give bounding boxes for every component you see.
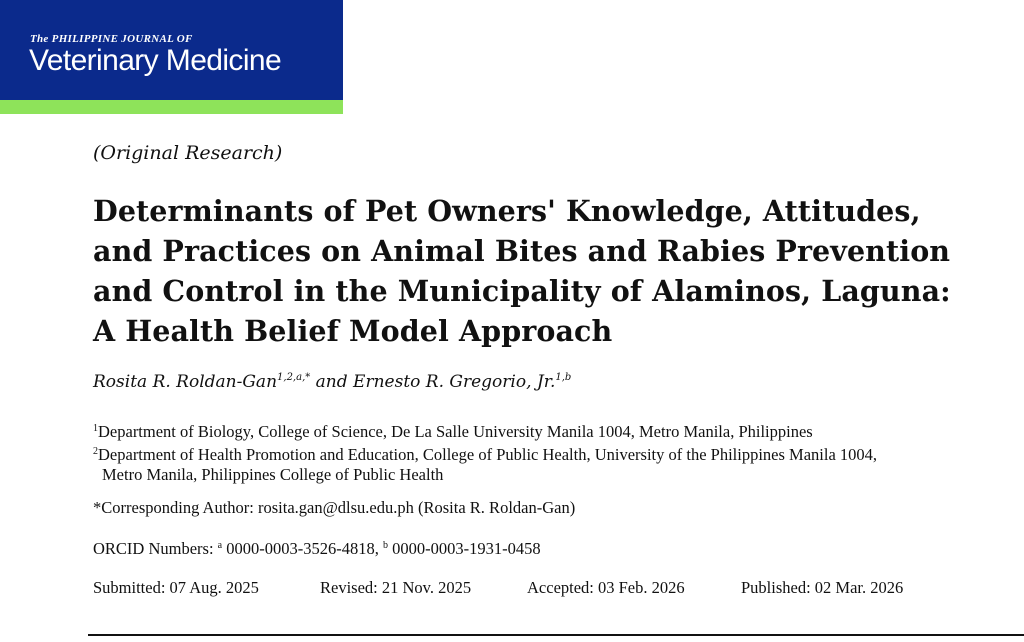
author-list <box>93 372 571 392</box>
affiliation-text: Department of Health Promotion and Education, College of Public Health, University of the Philippines Manila 1004, <box>98 445 878 464</box>
affiliation-item <box>93 419 1018 442</box>
affiliation-continuation: Metro Manila, Philippines College of Public Health <box>102 465 444 484</box>
journal-name-main: Veterinary Medicine <box>29 44 282 77</box>
article-type: (Original Research) <box>93 142 283 164</box>
affiliations <box>93 419 1018 485</box>
author-name: Rosita R. Roldan-Gan <box>93 372 278 392</box>
orcid-a-id[interactable]: 0000-0003-3526-4818, <box>226 539 379 558</box>
journal-banner <box>0 0 343 100</box>
title-line: Determinants of Pet Owners' Knowledge, Attitudes, <box>93 194 921 228</box>
orcid-numbers <box>93 539 541 559</box>
title-line: A Health Belief Model Approach <box>93 314 613 348</box>
affiliation-number: 2 <box>93 446 98 457</box>
section-divider <box>88 634 1024 636</box>
corresponding-email[interactable]: rosita.gan@dlsu.edu.ph <box>258 498 414 517</box>
date-accepted: Accepted: 03 Feb. 2026 <box>527 578 685 597</box>
corresponding-author <box>93 498 575 518</box>
author-affiliation-marks: 1,2,a,* <box>277 372 311 383</box>
author-connector: and <box>310 372 354 392</box>
affiliation-text: Department of Biology, College of Science, De La Salle University Manila 1004, Metro Manila, Philippines <box>98 422 813 441</box>
corresponding-name: (Rosita R. Roldan-Gan) <box>418 498 576 517</box>
orcid-b-mark: b <box>382 540 388 551</box>
date-submitted: Submitted: 07 Aug. 2025 <box>93 578 259 597</box>
title-line: and Control in the Municipality of Alaminos, Laguna: <box>93 274 951 308</box>
journal-name-top: The PHILIPPINE JOURNAL OF <box>30 33 193 45</box>
date-revised: Revised: 21 Nov. 2025 <box>320 578 472 597</box>
title-line: and Practices on Animal Bites and Rabies Prevention <box>93 234 951 268</box>
affiliation-number: 1 <box>93 423 98 434</box>
date-published: Published: 02 Mar. 2026 <box>741 578 904 597</box>
author-name: Ernesto R. Gregorio, Jr. <box>353 372 556 392</box>
orcid-b-id[interactable]: 0000-0003-1931-0458 <box>392 539 541 558</box>
author-affiliation-marks: 1,b <box>555 372 572 383</box>
banner-accent-stripe <box>0 100 343 114</box>
article-title <box>93 191 1023 351</box>
orcid-label: ORCID Numbers: <box>93 539 214 558</box>
orcid-a-mark: a <box>217 540 223 551</box>
affiliation-item <box>93 442 1018 465</box>
corresponding-label: *Corresponding Author: <box>93 498 254 517</box>
